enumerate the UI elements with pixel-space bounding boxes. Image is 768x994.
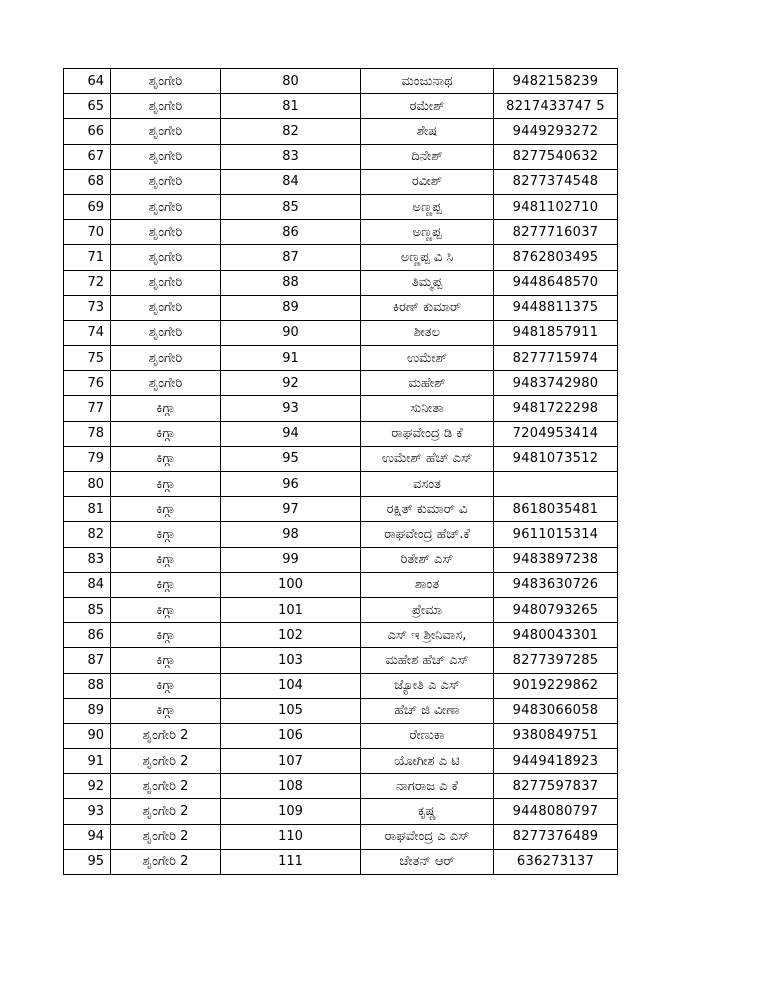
serial-number-cell: 85: [64, 597, 111, 622]
name-cell: ಮಹೇಶ ಹೆಚ್ ಎಸ್: [361, 648, 494, 673]
place-cell: ಕಿಗ್ಗಾ: [111, 597, 221, 622]
code-cell: 97: [221, 497, 361, 522]
place-cell: ಕಿಗ್ಗಾ: [111, 673, 221, 698]
code-cell: 101: [221, 597, 361, 622]
serial-number-cell: 73: [64, 295, 111, 320]
name-cell: ಉಮೇಶ್: [361, 346, 494, 371]
serial-number-cell: 90: [64, 723, 111, 748]
place-cell: ಶೃಂಗೇರಿ: [111, 144, 221, 169]
serial-number-cell: 81: [64, 497, 111, 522]
code-cell: 89: [221, 295, 361, 320]
phone-cell: 9019229862: [494, 673, 618, 698]
place-cell: ಶೃಂಗೇರಿ: [111, 270, 221, 295]
phone-cell: 9448648570: [494, 270, 618, 295]
code-cell: 111: [221, 849, 361, 874]
place-cell: ಶೃಂಗೇರಿ: [111, 371, 221, 396]
serial-number-cell: 71: [64, 245, 111, 270]
name-cell: ರಾಘವೇಂದ್ರ ಎ ಎಸ್: [361, 824, 494, 849]
phone-cell: 9481857911: [494, 320, 618, 345]
name-cell: ರಾಘವೇಂದ್ರ ಡಿ ಕೆ: [361, 421, 494, 446]
place-cell: ಶೃಂಗೇರಿ 2: [111, 774, 221, 799]
phone-cell: 9483742980: [494, 371, 618, 396]
phone-cell: 9483066058: [494, 698, 618, 723]
place-cell: ಕಿಗ್ಗಾ: [111, 446, 221, 471]
place-cell: ಶೃಂಗೇರಿ: [111, 69, 221, 94]
place-cell: ಕಿಗ್ಗಾ: [111, 522, 221, 547]
name-cell: ಅಣ್ಣಪ್ಪ ವಿ ಸಿ: [361, 245, 494, 270]
place-cell: ಕಿಗ್ಗಾ: [111, 648, 221, 673]
code-cell: 84: [221, 169, 361, 194]
code-cell: 103: [221, 648, 361, 673]
code-cell: 102: [221, 623, 361, 648]
code-cell: 105: [221, 698, 361, 723]
code-cell: 93: [221, 396, 361, 421]
phone-cell: 8277715974: [494, 346, 618, 371]
code-cell: 86: [221, 220, 361, 245]
table-row: [64, 623, 618, 648]
code-cell: 109: [221, 799, 361, 824]
serial-number-cell: 95: [64, 849, 111, 874]
phone-cell: 9449293272: [494, 119, 618, 144]
table-row: [64, 749, 618, 774]
table-row: [64, 94, 618, 119]
phone-cell: 8277540632: [494, 144, 618, 169]
table-row: [64, 698, 618, 723]
place-cell: ಶೃಂಗೇರಿ: [111, 245, 221, 270]
name-cell: ಸುನೀತಾ: [361, 396, 494, 421]
phone-cell: 7204953414: [494, 421, 618, 446]
table-row: [64, 371, 618, 396]
phone-cell: 9611015314: [494, 522, 618, 547]
name-cell: ನಾಗರಾಜ ಎ ಕೆ: [361, 774, 494, 799]
serial-number-cell: 68: [64, 169, 111, 194]
code-cell: 83: [221, 144, 361, 169]
table-row: [64, 144, 618, 169]
place-cell: ಕಿಗ್ಗಾ: [111, 421, 221, 446]
phone-cell: 9448080797: [494, 799, 618, 824]
table-row: [64, 472, 618, 497]
code-cell: 100: [221, 572, 361, 597]
table-row: [64, 774, 618, 799]
serial-number-cell: 67: [64, 144, 111, 169]
code-cell: 82: [221, 119, 361, 144]
serial-number-cell: 70: [64, 220, 111, 245]
place-cell: ಕಿಗ್ಗಾ: [111, 547, 221, 572]
table-row: [64, 572, 618, 597]
serial-number-cell: 74: [64, 320, 111, 345]
table-row: [64, 421, 618, 446]
code-cell: 98: [221, 522, 361, 547]
code-cell: 90: [221, 320, 361, 345]
place-cell: ಶೃಂಗೇರಿ 2: [111, 824, 221, 849]
name-cell: ಕಿರಣ್ ಕುಮಾರ್: [361, 295, 494, 320]
phone-cell: 8762803495: [494, 245, 618, 270]
code-cell: 108: [221, 774, 361, 799]
table-row: [64, 119, 618, 144]
table-row: [64, 723, 618, 748]
table-row: [64, 270, 618, 295]
place-cell: ಶೃಂಗೇರಿ 2: [111, 849, 221, 874]
name-cell: ಶೀತಲ: [361, 320, 494, 345]
serial-number-cell: 86: [64, 623, 111, 648]
phone-cell: 9481073512: [494, 446, 618, 471]
phone-cell: 9483897238: [494, 547, 618, 572]
table-row: [64, 346, 618, 371]
phone-cell: 8277716037: [494, 220, 618, 245]
table-row: [64, 522, 618, 547]
serial-number-cell: 94: [64, 824, 111, 849]
code-cell: 106: [221, 723, 361, 748]
table-row: [64, 295, 618, 320]
code-cell: 92: [221, 371, 361, 396]
name-cell: ಚೇತನ್ ಆರ್: [361, 849, 494, 874]
place-cell: ಶೃಂಗೇರಿ: [111, 169, 221, 194]
phone-cell: 9481722298: [494, 396, 618, 421]
name-cell: ವಸಂತ: [361, 472, 494, 497]
place-cell: ಶೃಂಗೇರಿ: [111, 295, 221, 320]
table-row: [64, 69, 618, 94]
phone-cell: 8277374548: [494, 169, 618, 194]
serial-number-cell: 80: [64, 472, 111, 497]
code-cell: 107: [221, 749, 361, 774]
code-cell: 104: [221, 673, 361, 698]
serial-number-cell: 91: [64, 749, 111, 774]
serial-number-cell: 79: [64, 446, 111, 471]
name-cell: ಎಸ್ ಇ ಶ್ರೀನಿವಾಸ,: [361, 623, 494, 648]
code-cell: 80: [221, 69, 361, 94]
name-cell: ಯೋಗೀಶ ಎ ಟಿ: [361, 749, 494, 774]
name-cell: ಶಾಂತ: [361, 572, 494, 597]
name-cell: ರಾಘವೇಂದ್ರ ಹೆಚ್.ಕೆ: [361, 522, 494, 547]
phone-cell: 8618035481: [494, 497, 618, 522]
name-cell: ರಿತೇಶ್ ಎಸ್: [361, 547, 494, 572]
serial-number-cell: 84: [64, 572, 111, 597]
name-cell: ಅಣ್ಣಪ್ಪ: [361, 194, 494, 219]
place-cell: ಕಿಗ್ಗಾ: [111, 623, 221, 648]
phone-cell: [494, 472, 618, 497]
serial-number-cell: 78: [64, 421, 111, 446]
place-cell: ಶೃಂಗೇರಿ 2: [111, 723, 221, 748]
serial-number-cell: 93: [64, 799, 111, 824]
table-row: [64, 799, 618, 824]
code-cell: 88: [221, 270, 361, 295]
code-cell: 85: [221, 194, 361, 219]
phone-cell: 636273137: [494, 849, 618, 874]
place-cell: ಶೃಂಗೇರಿ: [111, 94, 221, 119]
table-row: [64, 220, 618, 245]
phone-cell: 9449418923: [494, 749, 618, 774]
roster-table: [63, 68, 618, 875]
table-row: [64, 169, 618, 194]
name-cell: ದಿನೇಶ್: [361, 144, 494, 169]
place-cell: ಶೃಂಗೇರಿ: [111, 119, 221, 144]
name-cell: ರಮೇಶ್: [361, 94, 494, 119]
place-cell: ಶೃಂಗೇರಿ: [111, 346, 221, 371]
serial-number-cell: 66: [64, 119, 111, 144]
table-row: [64, 497, 618, 522]
serial-number-cell: 88: [64, 673, 111, 698]
place-cell: ಕಿಗ್ಗಾ: [111, 698, 221, 723]
place-cell: ಕಿಗ್ಗಾ: [111, 472, 221, 497]
name-cell: ಜ್ಯೋತಿ ಎ ಎಸ್: [361, 673, 494, 698]
name-cell: ಅಣ್ಣಪ್ಪ: [361, 220, 494, 245]
table-row: [64, 320, 618, 345]
phone-cell: 8277376489: [494, 824, 618, 849]
code-cell: 87: [221, 245, 361, 270]
place-cell: ಕಿಗ್ಗಾ: [111, 396, 221, 421]
serial-number-cell: 75: [64, 346, 111, 371]
table-row: [64, 446, 618, 471]
table-row: [64, 648, 618, 673]
code-cell: 96: [221, 472, 361, 497]
table-row: [64, 194, 618, 219]
table-row: [64, 547, 618, 572]
place-cell: ಕಿಗ್ಗಾ: [111, 572, 221, 597]
table-row: [64, 396, 618, 421]
name-cell: ಹೆಚ್ ಜಿ ವೀಣಾ: [361, 698, 494, 723]
serial-number-cell: 82: [64, 522, 111, 547]
phone-cell: 9448811375: [494, 295, 618, 320]
table-row: [64, 824, 618, 849]
table-row: [64, 849, 618, 874]
name-cell: ರೇಣುಕಾ: [361, 723, 494, 748]
phone-cell: 9481102710: [494, 194, 618, 219]
place-cell: ಶೃಂಗೇರಿ 2: [111, 799, 221, 824]
name-cell: ರವೀಶ್: [361, 169, 494, 194]
name-cell: ಉಮೇಶ್ ಹೆಚ್ ಎಸ್: [361, 446, 494, 471]
code-cell: 91: [221, 346, 361, 371]
table-row: [64, 673, 618, 698]
name-cell: ಮಹೇಶ್: [361, 371, 494, 396]
code-cell: 99: [221, 547, 361, 572]
serial-number-cell: 92: [64, 774, 111, 799]
name-cell: ಶೇಷ: [361, 119, 494, 144]
serial-number-cell: 77: [64, 396, 111, 421]
name-cell: ಕೃಷ್ಣ: [361, 799, 494, 824]
serial-number-cell: 89: [64, 698, 111, 723]
phone-cell: 9482158239: [494, 69, 618, 94]
code-cell: 81: [221, 94, 361, 119]
phone-cell: 9480793265: [494, 597, 618, 622]
code-cell: 95: [221, 446, 361, 471]
code-cell: 94: [221, 421, 361, 446]
serial-number-cell: 69: [64, 194, 111, 219]
name-cell: ರಕ್ಷಿತ್ ಕುಮಾರ್ ವಿ: [361, 497, 494, 522]
code-cell: 110: [221, 824, 361, 849]
serial-number-cell: 83: [64, 547, 111, 572]
phone-cell: 9480043301: [494, 623, 618, 648]
place-cell: ಶೃಂಗೇರಿ: [111, 320, 221, 345]
place-cell: ಕಿಗ್ಗಾ: [111, 497, 221, 522]
name-cell: ತಿಮ್ಮಪ್ಪ: [361, 270, 494, 295]
table-row: [64, 245, 618, 270]
serial-number-cell: 65: [64, 94, 111, 119]
place-cell: ಶೃಂಗೇರಿ: [111, 194, 221, 219]
roster-body: [64, 69, 618, 875]
table-row: [64, 597, 618, 622]
serial-number-cell: 72: [64, 270, 111, 295]
phone-cell: 8217433747 5: [494, 94, 618, 119]
name-cell: ಪ್ರೇಮಾ: [361, 597, 494, 622]
phone-cell: 8277597837: [494, 774, 618, 799]
name-cell: ಮಂಜುನಾಥ: [361, 69, 494, 94]
phone-cell: 9380849751: [494, 723, 618, 748]
serial-number-cell: 76: [64, 371, 111, 396]
place-cell: ಶೃಂಗೇರಿ 2: [111, 749, 221, 774]
serial-number-cell: 64: [64, 69, 111, 94]
phone-cell: 8277397285: [494, 648, 618, 673]
place-cell: ಶೃಂಗೇರಿ: [111, 220, 221, 245]
phone-cell: 9483630726: [494, 572, 618, 597]
serial-number-cell: 87: [64, 648, 111, 673]
